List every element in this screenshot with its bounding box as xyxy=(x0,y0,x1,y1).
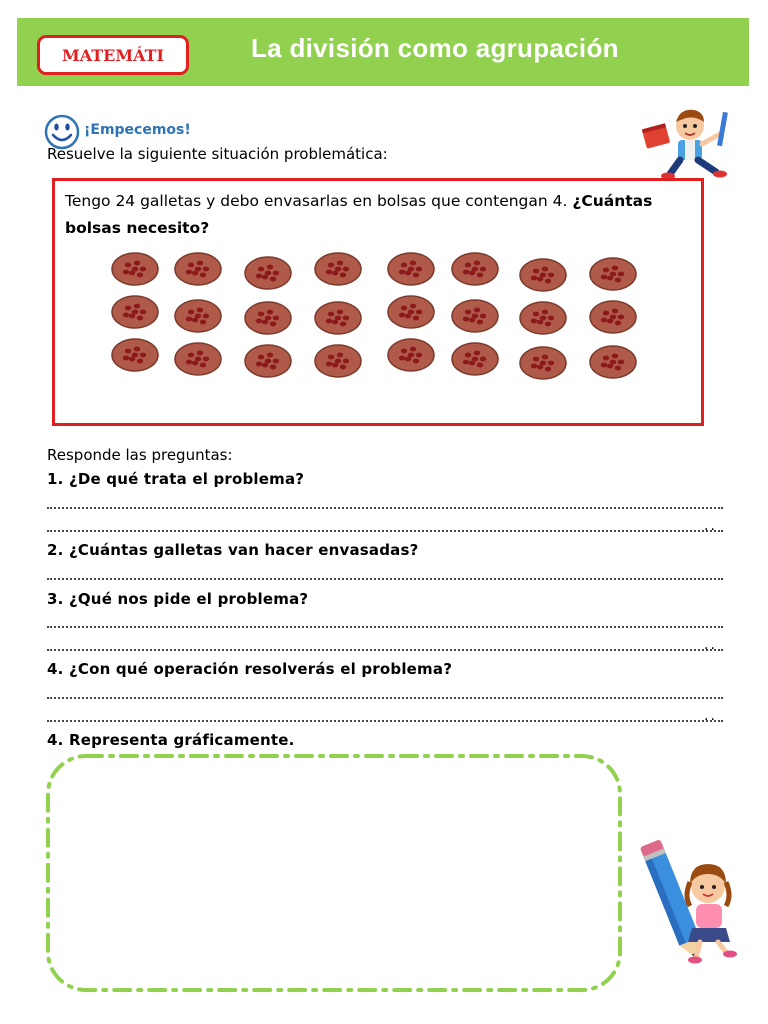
line-tail: .. xyxy=(704,518,717,534)
line-tail: .. xyxy=(704,708,717,724)
cookie xyxy=(175,300,221,332)
cookie xyxy=(520,347,566,379)
cookie xyxy=(112,253,158,285)
cookie xyxy=(520,259,566,291)
cookie-grid xyxy=(53,245,653,395)
cookie xyxy=(388,296,434,328)
cookie xyxy=(175,253,221,285)
cookie xyxy=(452,300,498,332)
answer-line[interactable] xyxy=(47,695,723,699)
cookie xyxy=(590,301,636,333)
cookie xyxy=(590,346,636,378)
problem-question: ¿Cuántas bolsas necesito? xyxy=(65,192,653,237)
question-1: 1. ¿De qué trata el problema? xyxy=(47,470,305,488)
running-boy-illustration xyxy=(640,104,740,184)
page-title: La división como agrupación xyxy=(251,33,619,63)
cookie xyxy=(245,345,291,377)
subject-badge: MATEMÁTI xyxy=(37,35,189,75)
cookie xyxy=(388,339,434,371)
question-3: 3. ¿Qué nos pide el problema? xyxy=(47,590,309,608)
problem-text-plain: Tengo 24 galletas y debo envasarlas en bolsas que contengan 4. xyxy=(65,192,573,210)
empecemos-label: ¡Empecemos! xyxy=(84,122,191,138)
answer-line[interactable] xyxy=(47,576,723,580)
question-2: 2. ¿Cuántas galletas van hacer envasadas? xyxy=(47,541,419,559)
answer-line[interactable] xyxy=(47,505,723,509)
cookie xyxy=(452,253,498,285)
line-tail: .. xyxy=(704,637,717,653)
question-5: 4. Representa gráficamente. xyxy=(47,731,295,749)
cookie xyxy=(590,258,636,290)
cookie xyxy=(112,296,158,328)
answer-line[interactable] xyxy=(47,624,723,628)
cookie xyxy=(315,253,361,285)
questions-intro: Responde las preguntas: xyxy=(47,446,233,464)
girl-with-pencil-illustration xyxy=(640,834,744,964)
header-bar xyxy=(17,18,749,86)
problem-statement xyxy=(65,188,685,242)
cookie xyxy=(112,339,158,371)
answer-line[interactable] xyxy=(47,647,723,651)
cookie xyxy=(245,257,291,289)
cookie xyxy=(315,345,361,377)
cookie xyxy=(388,253,434,285)
answer-line[interactable] xyxy=(47,528,723,532)
drawing-area[interactable] xyxy=(44,752,626,996)
question-4: 4. ¿Con qué operación resolverás el problema? xyxy=(47,660,453,678)
cookie xyxy=(315,302,361,334)
instruction-text: Resuelve la siguiente situación problemática: xyxy=(47,145,388,163)
cookie xyxy=(520,302,566,334)
cookie xyxy=(245,302,291,334)
answer-line[interactable] xyxy=(47,718,723,722)
cookie xyxy=(175,343,221,375)
cookie xyxy=(452,343,498,375)
